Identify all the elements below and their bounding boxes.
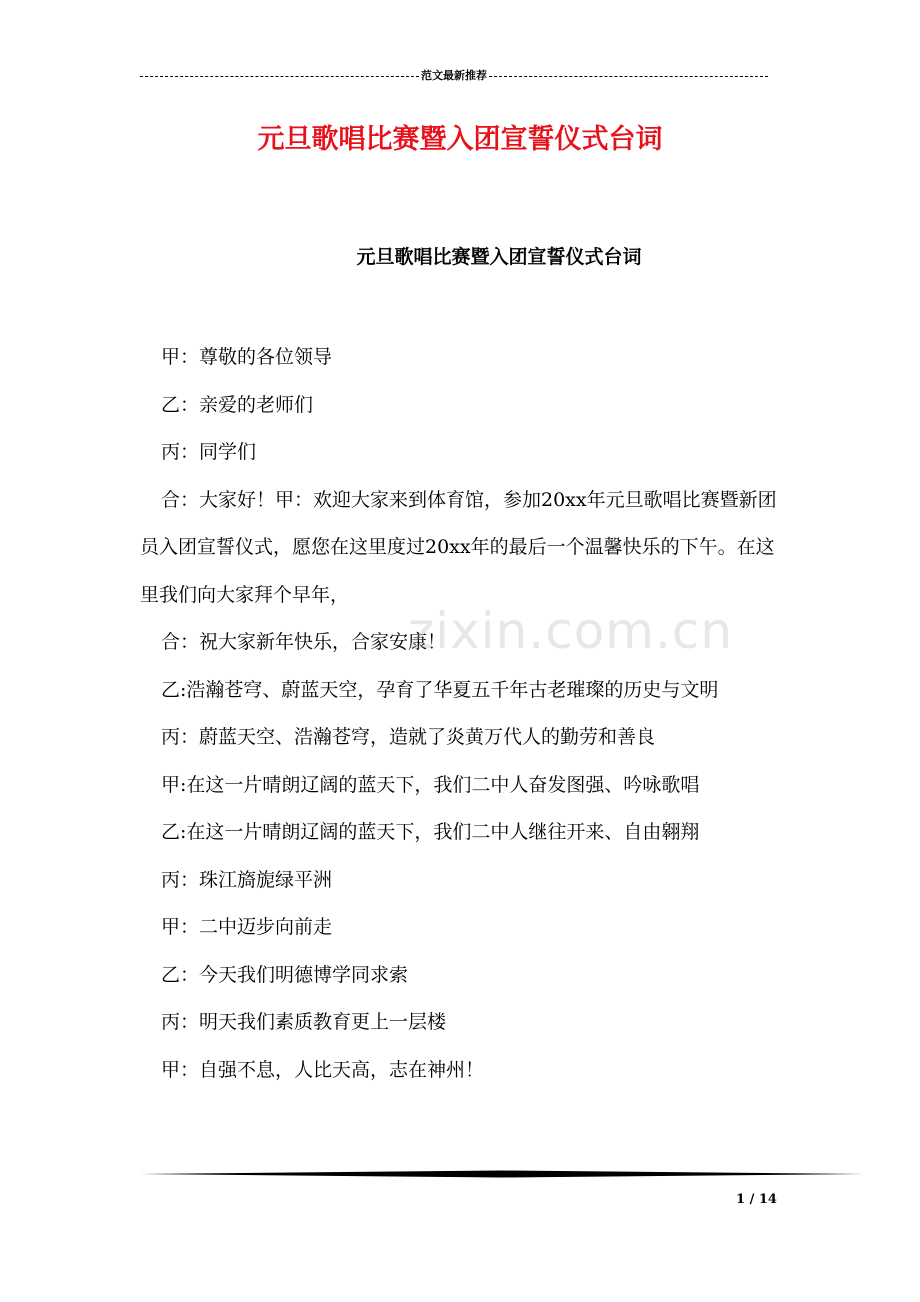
paragraph: 甲:在这一片晴朗辽阔的蓝天下，我们二中人奋发图强、吟咏歌唱	[161, 773, 700, 796]
paragraph: 合：祝大家新年快乐，合家安康！	[161, 631, 447, 653]
paragraph: 乙：亲爱的老师们	[161, 393, 314, 416]
page-header	[140, 66, 768, 86]
paragraph: 乙:浩瀚苍穹、蔚蓝天空，孕育了华夏五千年古老璀璨的历史与文明	[161, 678, 719, 701]
paragraph: 丙：珠江旖旎绿平洲	[161, 868, 333, 891]
header-dash-left	[140, 76, 419, 77]
paragraph: 丙：同学们	[161, 441, 257, 463]
paragraph: 丙：明天我们素质教育更上一层楼	[161, 1011, 447, 1033]
paragraph: 甲：二中迈步向前走	[161, 916, 333, 938]
paragraph: 甲：自强不息，人比天高，志在神州！	[161, 1058, 485, 1081]
document-title: 元旦歌唱比赛暨入团宣誓仪式台词	[257, 124, 663, 155]
document-body	[140, 334, 782, 1094]
paragraph: 甲：尊敬的各位领导	[161, 346, 333, 368]
page-number: 1 / 14	[736, 1192, 777, 1207]
paragraph: 乙:在这一片晴朗辽阔的蓝天下，我们二中人继往开来、自由翱翔	[161, 821, 700, 843]
document-subtitle: 元旦歌唱比赛暨入团宣誓仪式台词	[356, 246, 642, 268]
header-label: 范文最新推荐	[421, 69, 487, 82]
footer-rule	[140, 1170, 864, 1178]
watermark: zixin.com.cn	[408, 602, 734, 660]
paragraph: 合：大家好！甲：欢迎大家来到体育馆，参加20xx年元旦歌唱比赛暨新团员入团宣誓仪式，愿您在这里度过20xx年的最后一个温馨快乐的下午。在这里我们向大家拜个早年，	[140, 488, 777, 606]
paragraph: 乙：今天我们明德博学同求索	[161, 963, 409, 986]
paragraph: 丙：蔚蓝天空、浩瀚苍穹，造就了炎黄万代人的勤劳和善良	[161, 726, 656, 748]
header-dash-right	[489, 76, 768, 77]
